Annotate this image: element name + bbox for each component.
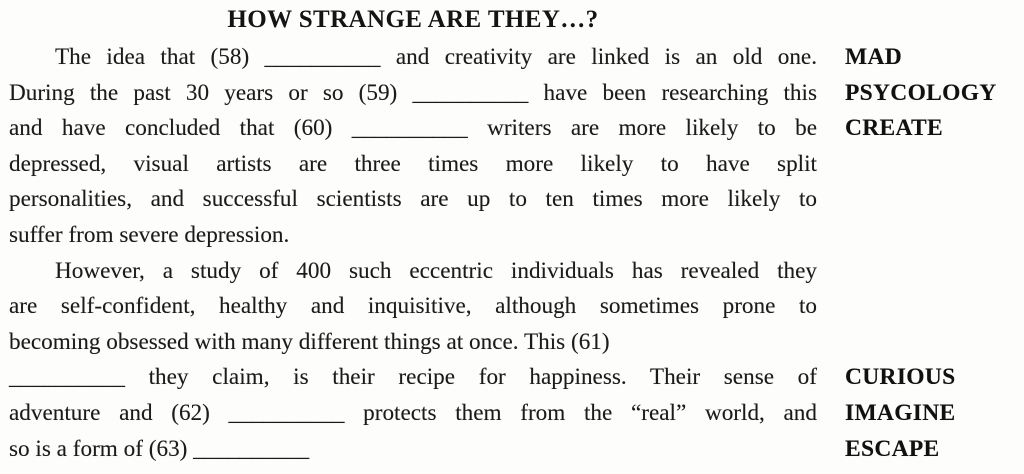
prompt-word: PSYCOLOGY <box>845 79 997 106</box>
text-line: suffer from severe depression. <box>9 221 290 248</box>
text-row <box>9 432 1024 468</box>
text-line: are self-confident, healthy and inquisitive, although sometimes prone to <box>9 293 817 320</box>
text-line: During the past 30 years or so (59) __________ have been researching this <box>9 79 817 106</box>
prompt-word: ESCAPE <box>845 435 940 462</box>
prompt-word: CURIOUS <box>845 364 956 391</box>
prompt-word: CREATE <box>845 115 943 142</box>
text-row <box>9 254 1024 290</box>
text-line: and have concluded that (60) __________ writers are more likely to be <box>9 115 817 142</box>
text-line: However, a study of 400 such eccentric individuals has revealed they <box>55 257 817 284</box>
text-row <box>9 111 1024 147</box>
prompt-word: MAD <box>845 44 903 70</box>
text-row <box>9 147 1024 183</box>
text-row <box>9 76 1024 112</box>
text-row <box>9 325 1024 361</box>
text-row <box>9 182 1024 218</box>
text-row <box>9 396 1024 432</box>
text-line: so is a form of (63) __________ <box>9 435 310 462</box>
exercise-title: HOW STRANGE ARE THEY…? <box>227 6 599 33</box>
text-row <box>9 40 1024 76</box>
text-line: adventure and (62) __________ protects them from the “real” world, and <box>9 399 817 426</box>
text-row <box>9 218 1024 254</box>
text-line: depressed, visual artists are three times more likely to have split <box>9 150 817 177</box>
text-line: The idea that (58) __________ and creativity are linked is an old one. <box>55 44 817 70</box>
text-line: becoming obsessed with many different things at once. This (61) <box>9 328 610 355</box>
text-row <box>9 289 1024 325</box>
prompt-word: IMAGINE <box>845 399 956 426</box>
text-line: __________ they claim, is their recipe for happiness. Their sense of <box>9 364 817 391</box>
text-line: personalities, and successful scientists are up to ten times more likely to <box>9 186 817 213</box>
text-row <box>9 360 1024 396</box>
